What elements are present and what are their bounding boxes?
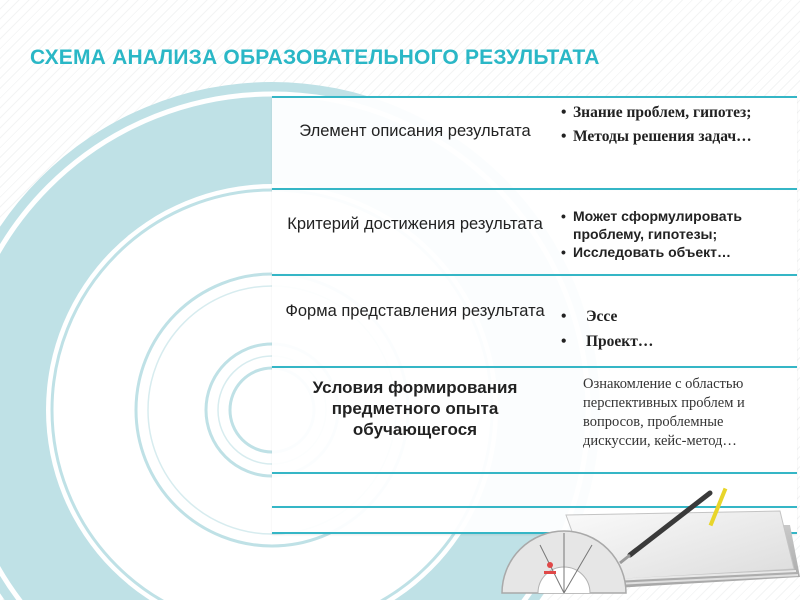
row-label-form: Форма представления результата (285, 302, 545, 320)
row-label-element: Элемент описания результата (299, 122, 531, 140)
row-items-element (560, 103, 790, 147)
row-label-conditions: Условия формирования предметного опыта обучающегося (312, 378, 518, 439)
list-item: • Проект… (560, 332, 790, 352)
book-protractor-illustration (480, 485, 800, 600)
page-title: СХЕМА АНАЛИЗА ОБРАЗОВАТЕЛЬНОГО РЕЗУЛЬТАТА (30, 46, 600, 69)
row-items-form (560, 307, 790, 352)
row-label-criterion: Критерий достижения результата (287, 215, 543, 233)
list-item: • Методы решения задач… (560, 127, 790, 147)
list-item: • Эссе (560, 307, 790, 327)
list-item: • Исследовать объект… (560, 243, 790, 261)
list-item: • Может сформулировать проблему, гипотезы; (560, 207, 790, 243)
row-items-criterion (560, 207, 790, 261)
list-item: • Знание проблем, гипотез; (560, 103, 790, 123)
row-text-conditions: Ознакомление с областью перспективных проблем и вопросов, проблемные дискуссии, кейс-метод… (583, 376, 745, 449)
